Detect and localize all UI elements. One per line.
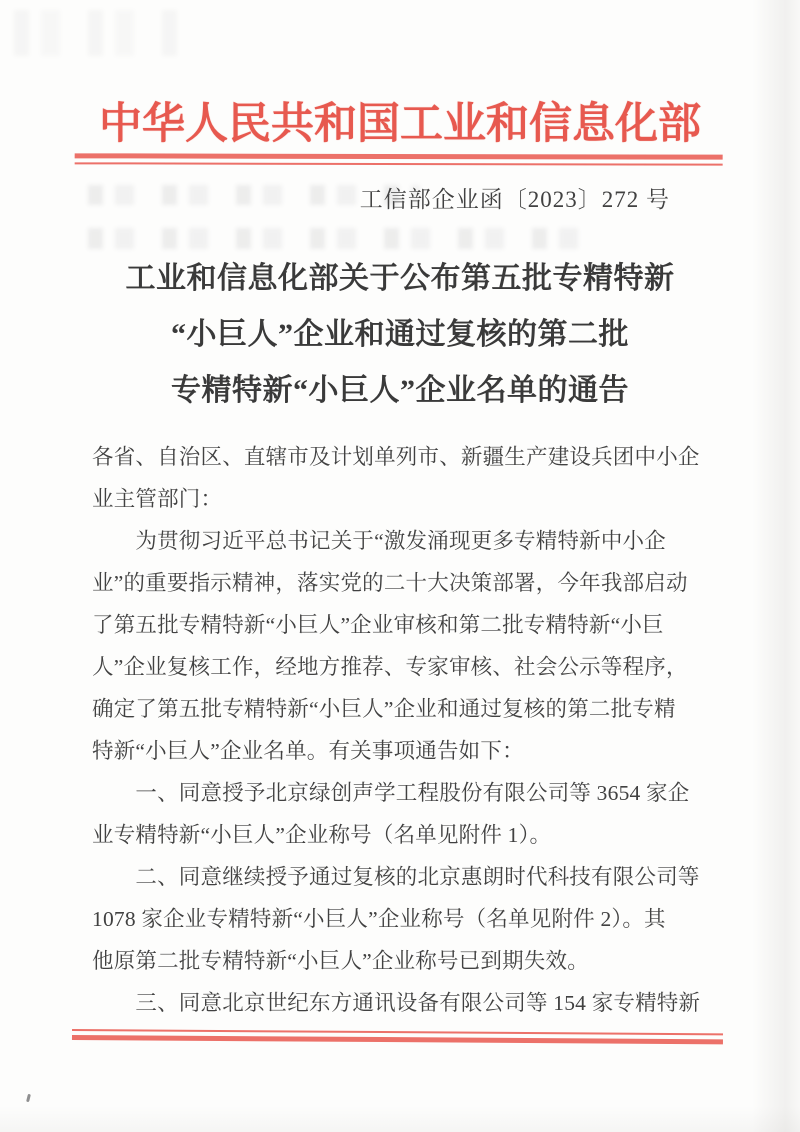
- notice-title-line: 工业和信息化部关于公布第五批专精特新: [125, 262, 675, 295]
- body-line: 一、同意授予北京绿创声学工程股份有限公司等 3654 家企: [92, 781, 690, 805]
- red-rules-bottom: [72, 1029, 723, 1045]
- notice-body: [92, 436, 720, 1024]
- scan-edge-shade: [752, 0, 800, 1132]
- notice-title-line: “小巨人”企业和通过复核的第二批: [171, 318, 629, 351]
- red-rule-top-thin: [75, 162, 723, 165]
- body-line: 特新“小巨人”企业名单。有关事项通告如下：: [92, 739, 524, 763]
- scan-edge-shade: [0, 1106, 800, 1132]
- body-line: 确定了第五批专精特新“小巨人”企业和通过复核的第二批专精: [92, 697, 676, 721]
- body-line: 业主管部门：: [92, 487, 223, 511]
- letterhead-title: 中华人民共和国工业和信息化部: [99, 101, 701, 148]
- body-line: 为贯彻习近平总书记关于“激发涌现更多专精特新中小企: [92, 529, 666, 553]
- body-line: 各省、自治区、直辖市及计划单列市、新疆生产建设兵团中小企: [92, 445, 700, 469]
- scan-bleed-artifact: [88, 228, 604, 249]
- body-line: 了第五批专精特新“小巨人”企业审核和第二批专精特新“小巨: [92, 613, 664, 637]
- notice-title-line: 专精特新“小巨人”企业名单的通告: [171, 374, 629, 407]
- scan-speck-artifact: [26, 1094, 31, 1102]
- document-number: 工信部企业函〔2023〕272 号: [359, 187, 670, 212]
- red-rule-bottom-thin: [72, 1029, 723, 1035]
- body-line: 人”企业复核工作，经地方推荐、专家审核、社会公示等程序，: [92, 655, 688, 679]
- notice-title: [0, 251, 800, 419]
- red-rules-top: [0, 0, 800, 1]
- body-line: 他原第二批专精特新“小巨人”企业称号已到期失效。: [92, 949, 589, 973]
- red-rule-top-thick: [75, 153, 723, 159]
- body-line: 二、同意继续授予通过复核的北京惠朗时代科技有限公司等: [92, 865, 700, 889]
- scan-bleed-artifact: [14, 10, 184, 56]
- body-line: 1078 家企业专精特新“小巨人”企业称号（名单见附件 2）。其: [92, 907, 666, 931]
- body-line: 三、同意北京世纪东方通讯设备有限公司等 154 家专精特新: [92, 991, 701, 1015]
- body-line: 业”的重要指示精神，落实党的二十大决策部署，今年我部启动: [92, 571, 688, 595]
- red-rule-bottom-thick: [72, 1035, 723, 1044]
- body-line: 业专精特新“小巨人”企业称号（名单见附件 1）。: [92, 823, 552, 847]
